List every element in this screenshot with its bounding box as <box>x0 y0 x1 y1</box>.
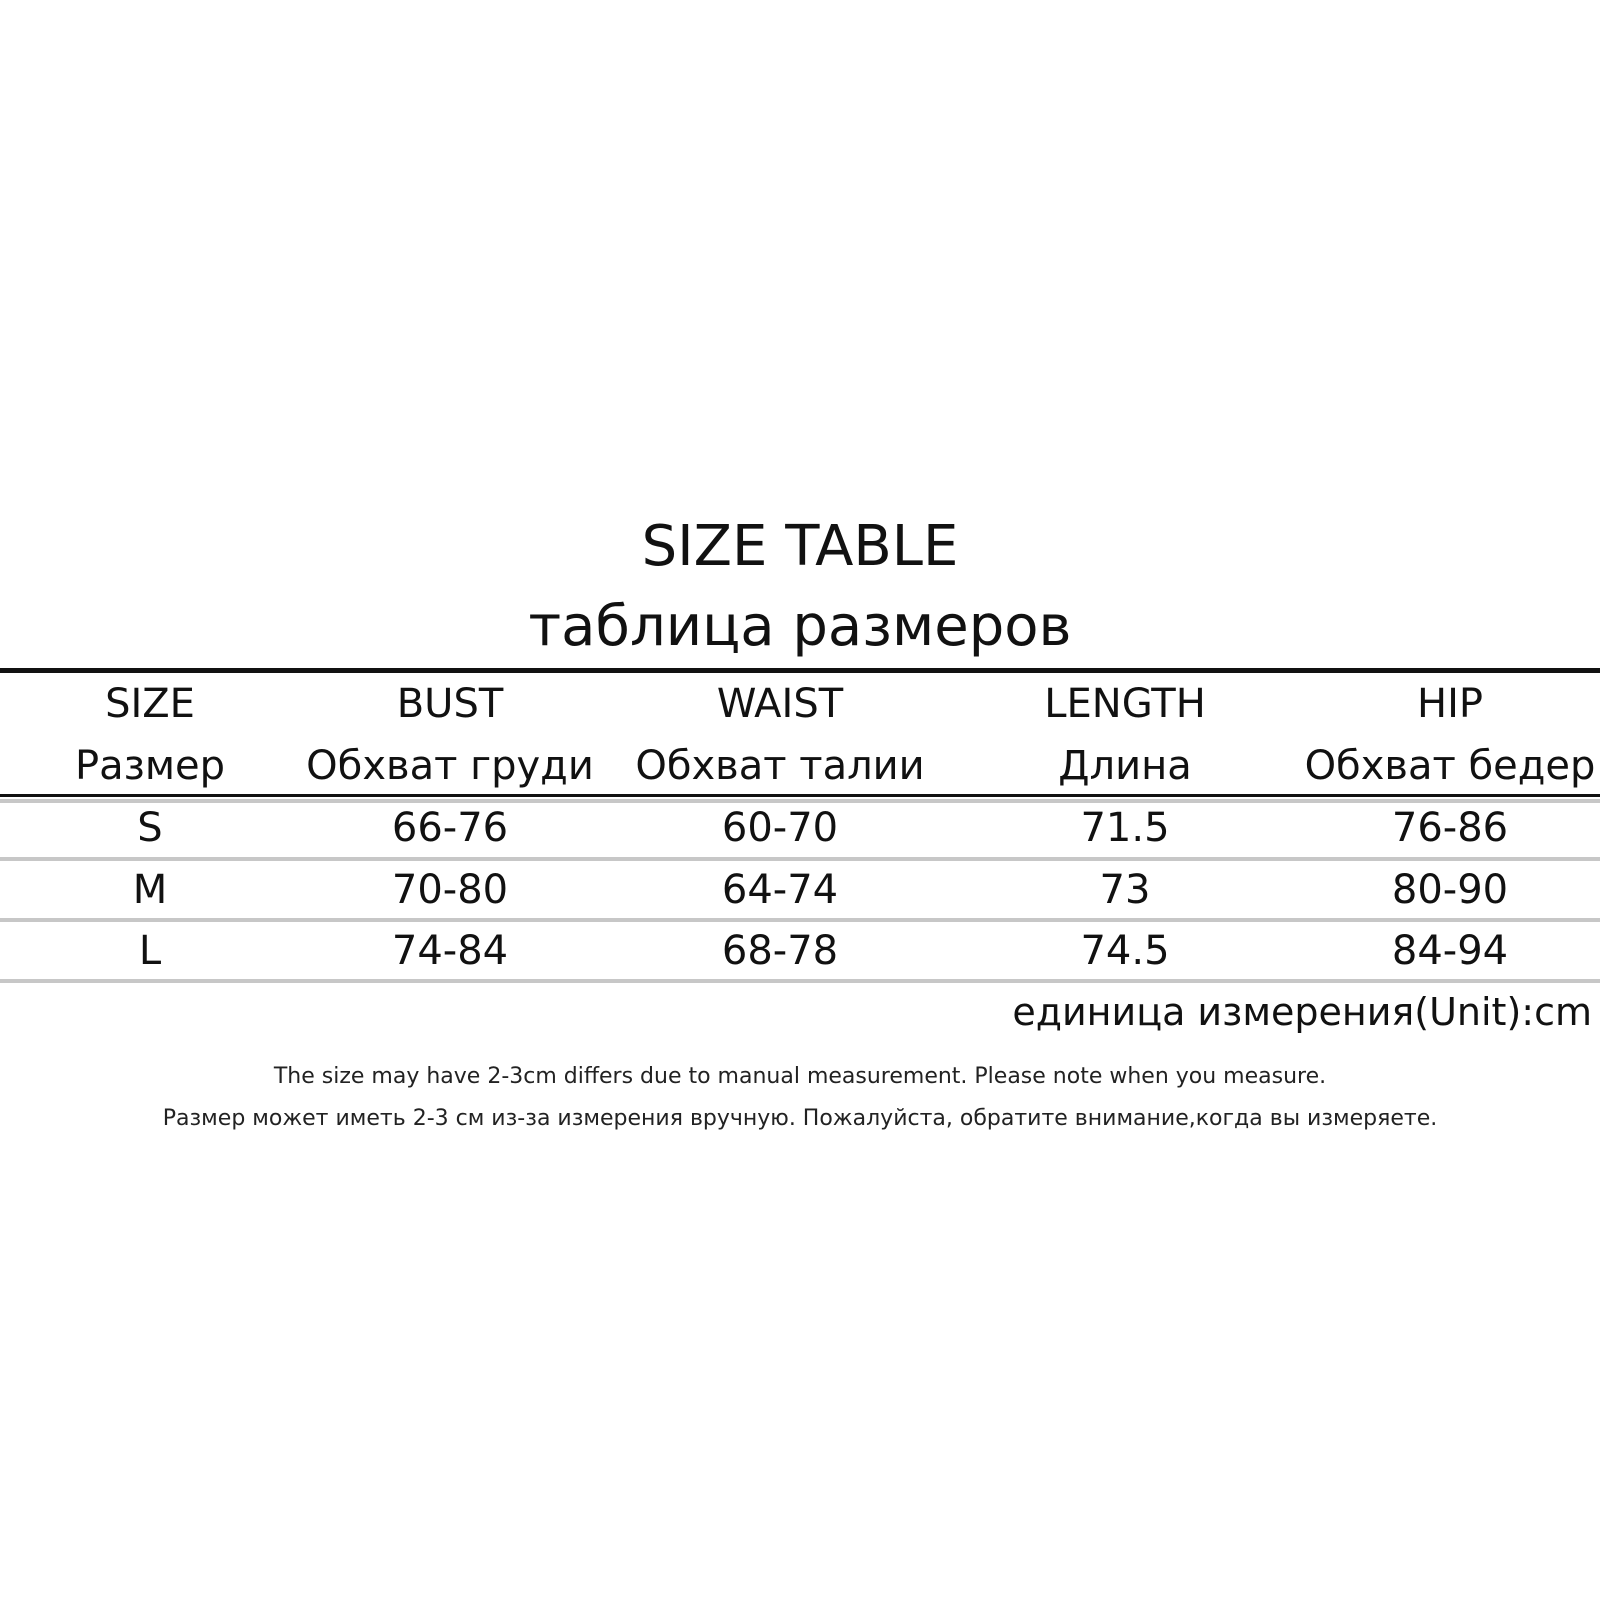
cell-waist: 64-74 <box>721 867 839 913</box>
cell-bust: 70-80 <box>391 867 509 913</box>
cell-bust: 74-84 <box>391 928 509 974</box>
row-divider <box>0 857 1600 861</box>
header-size-ru: Размер <box>74 743 226 789</box>
header-size: SIZE <box>105 681 195 727</box>
title-english: SIZE TABLE <box>641 514 959 579</box>
cell-length: 73 <box>1099 867 1151 913</box>
footnote-english: The size may have 2-3cm differs due to manual measurement. Please note when you measure. <box>273 1064 1327 1089</box>
header-waist: WAIST <box>716 681 844 727</box>
cell-bust: 66-76 <box>391 805 509 851</box>
header-waist-ru: Обхват талии <box>635 743 925 789</box>
header-bust-ru: Обхват груди <box>306 743 594 789</box>
unit-note: единица измерения(Unit):cm <box>1012 990 1592 1034</box>
row-divider <box>0 918 1600 922</box>
cell-hip: 80-90 <box>1391 867 1509 913</box>
cell-size: M <box>132 867 168 913</box>
table-bottom-rule <box>0 979 1600 983</box>
footnote-russian: Размер может иметь 2-3 см из-за измерения вручную. Пожалуйста, обратите внимание,когда вы измеряете. <box>162 1106 1438 1131</box>
cell-length: 71.5 <box>1080 805 1170 851</box>
header-bottom-rule <box>0 794 1600 797</box>
cell-hip: 84-94 <box>1391 928 1509 974</box>
cell-size: S <box>137 805 163 851</box>
table-top-rule <box>0 668 1600 673</box>
title-russian: таблица размеров <box>528 594 1072 659</box>
header-length-ru: Длина <box>1058 743 1192 789</box>
header-bust: BUST <box>396 681 504 727</box>
cell-length: 74.5 <box>1080 928 1170 974</box>
cell-hip: 76-86 <box>1391 805 1509 851</box>
header-hip-ru: Обхват бедер <box>1304 743 1596 789</box>
cell-size: L <box>138 928 162 974</box>
cell-waist: 60-70 <box>721 805 839 851</box>
header-hip: HIP <box>1417 681 1483 727</box>
header-length: LENGTH <box>1044 681 1206 727</box>
cell-waist: 68-78 <box>721 928 839 974</box>
